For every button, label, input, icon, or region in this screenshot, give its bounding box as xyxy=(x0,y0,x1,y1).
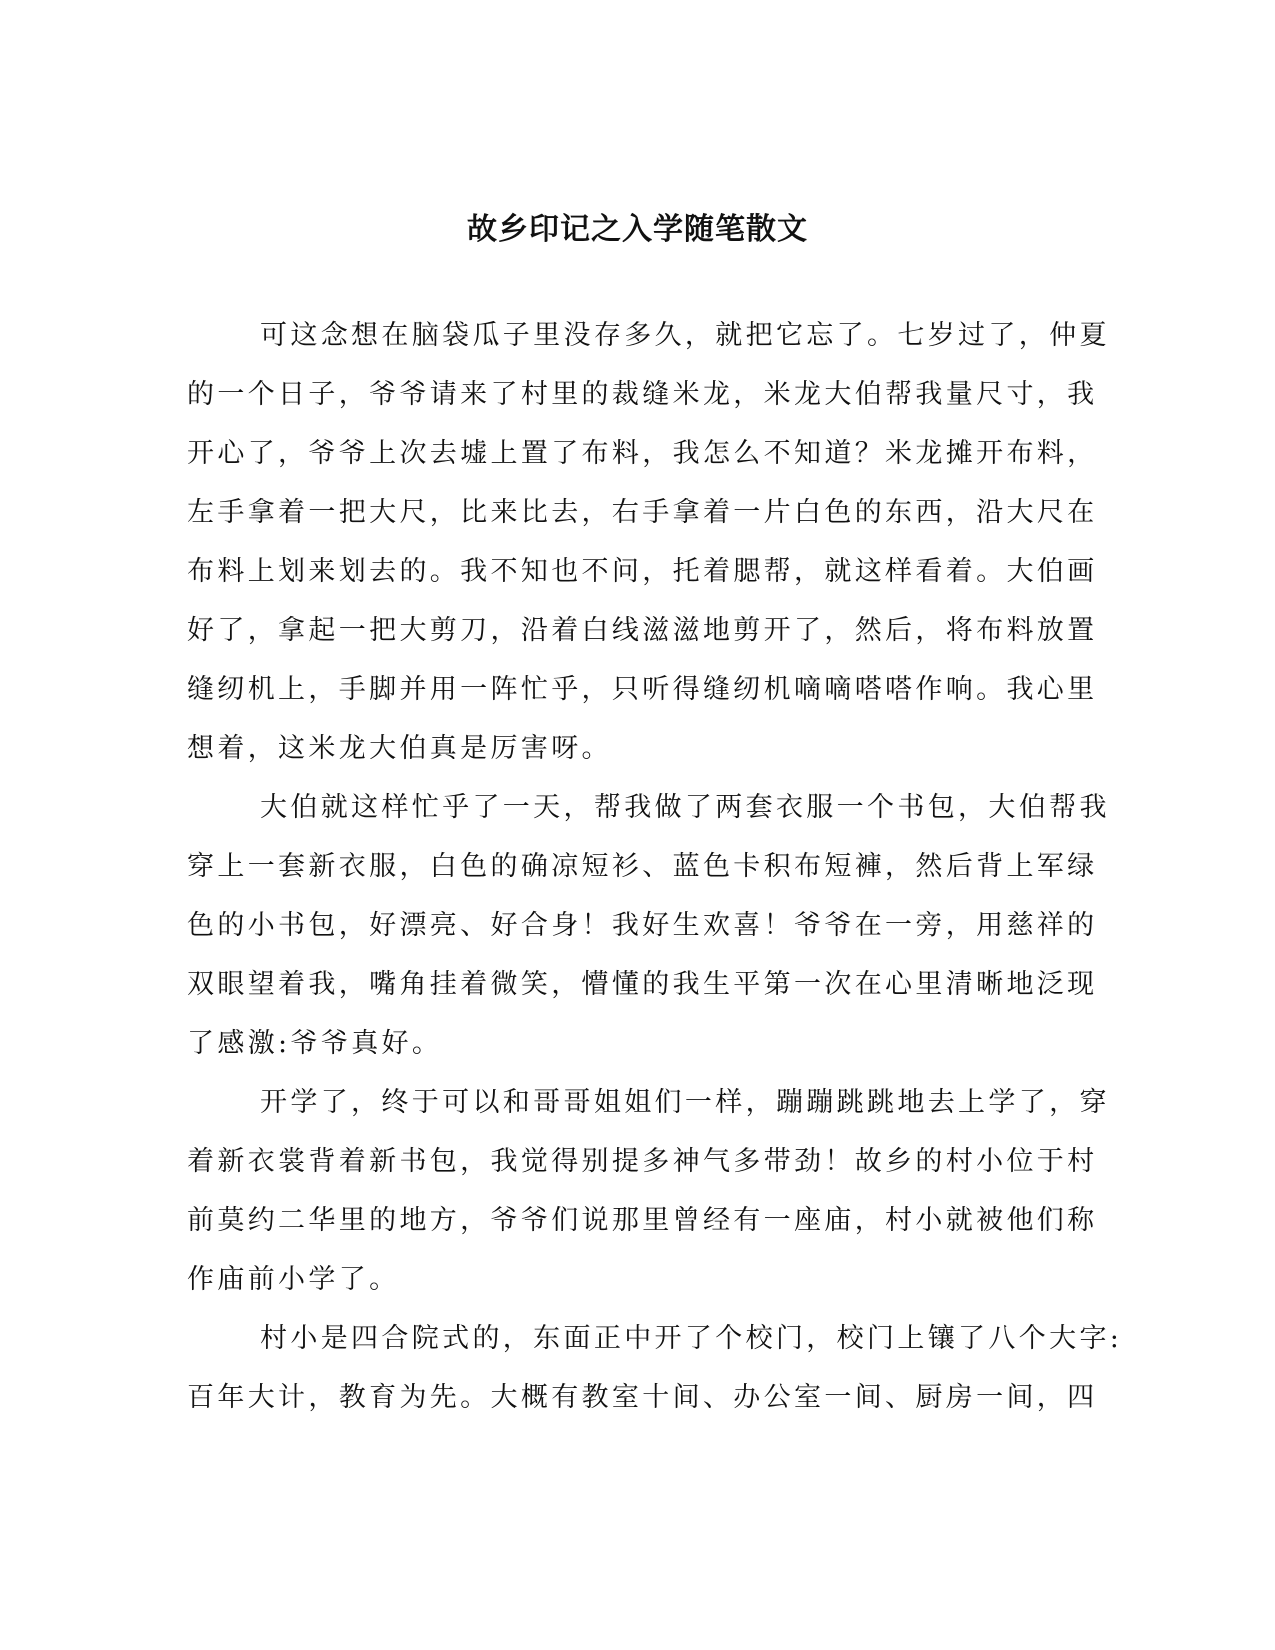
paragraph-line: 想着，这米龙大伯真是厉害呀。 xyxy=(187,733,612,764)
paragraph-line: 前莫约二华里的地方，爷爷们说那里曾经有一座庙，村小就被他们称 xyxy=(187,1205,1098,1236)
paragraph-line: 了感激:爷爷真好。 xyxy=(187,1028,443,1059)
paragraph-line: 缝纫机上，手脚并用一阵忙乎，只听得缝纫机嘀嘀嗒嗒作响。我心里 xyxy=(187,674,1098,705)
paragraph-line: 布料上划来划去的。我不知也不问，托着腮帮，就这样看着。大伯画 xyxy=(187,556,1098,587)
paragraph-line: 色的小书包，好漂亮、好合身！我好生欢喜！爷爷在一旁，用慈祥的 xyxy=(187,910,1098,941)
paragraph-line: 左手拿着一把大尺，比来比去，右手拿着一片白色的东西，沿大尺在 xyxy=(187,497,1098,528)
paragraph-line: 百年大计，教育为先。大概有教室十间、办公室一间、厨房一间，四 xyxy=(187,1382,1098,1413)
paragraph-line: 开学了，终于可以和哥哥姐姐们一样，蹦蹦跳跳地去上学了，穿 xyxy=(260,1087,1110,1118)
document-title: 故乡印记之入学随笔散文 xyxy=(467,212,808,247)
paragraph-line: 穿上一套新衣服，白色的确凉短衫、蓝色卡积布短褲，然后背上军绿 xyxy=(187,851,1098,882)
paragraph-line: 可这念想在脑袋瓜子里没存多久，就把它忘了。七岁过了，仲夏 xyxy=(260,320,1110,351)
paragraph-line: 着新衣裳背着新书包，我觉得别提多神气多带劲！故乡的村小位于村 xyxy=(187,1146,1098,1177)
paragraph-line: 大伯就这样忙乎了一天，帮我做了两套衣服一个书包，大伯帮我 xyxy=(260,792,1110,823)
paragraph-line: 双眼望着我，嘴角挂着微笑，懵懂的我生平第一次在心里清晰地泛现 xyxy=(187,969,1098,1000)
paragraph-line: 开心了，爷爷上次去墟上置了布料，我怎么不知道？米龙摊开布料， xyxy=(187,438,1098,469)
paragraph-line: 作庙前小学了。 xyxy=(187,1264,400,1295)
paragraph-line: 好了，拿起一把大剪刀，沿着白线滋滋地剪开了，然后，将布料放置 xyxy=(187,615,1098,646)
paragraph-line: 的一个日子，爷爷请来了村里的裁缝米龙，米龙大伯帮我量尺寸，我 xyxy=(187,379,1098,410)
paragraph-line: 村小是四合院式的，东面正中开了个校门，校门上镶了八个大字: xyxy=(260,1323,1123,1354)
